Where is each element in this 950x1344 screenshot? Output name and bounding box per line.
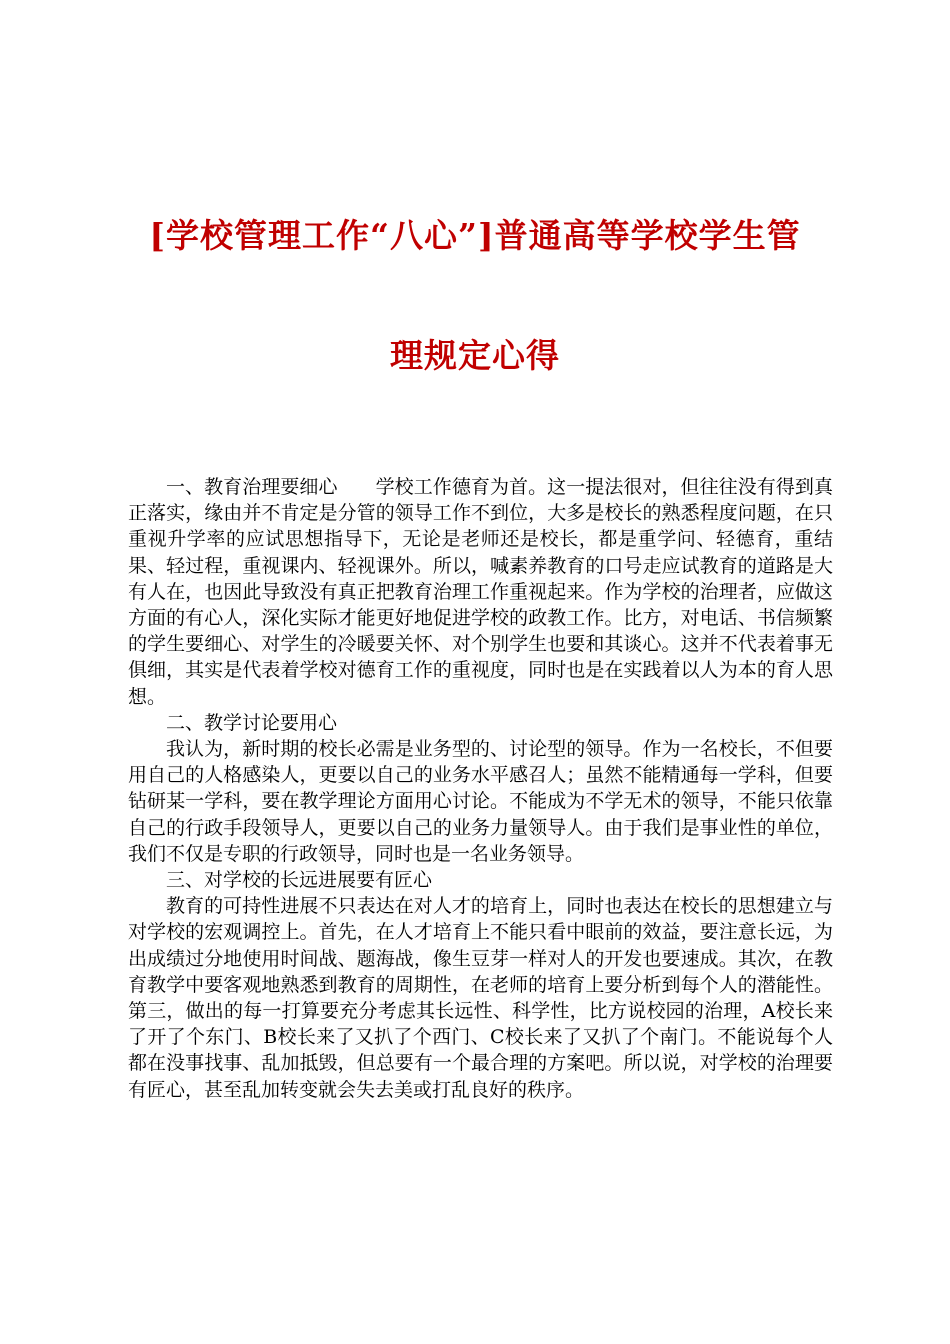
paragraph-1-text: 学校工作德育为首。这一提法很对，但往往没有得到真正落实，缘由并不肯定是分管的领导工作不到位，大多是校长的熟悉程度问题，在只重视升学率的应试思想指导下，无论是老师还是校长，都是重学问、轻德育，重结果、轻过程，重视课内、轻视课外。所以，喊素养教育的口号走应试教育的道路是大有人在，也因此导致没有真正把教育治理工作重视起来。作为学校的治理者，应做这方面的有心人，深化实际才能更好地促进学校的政教工作。比方，对电话、书信频繁的学生要细心、对学生的冷暖要关怀、对个别学生也要和其谈心。这并不代表着事无俱细，其实是代表着学校对德育工作的重视度，同时也是在实践着以人为本的育人思想。 bbox=[128, 476, 833, 708]
document-body bbox=[128, 474, 833, 1103]
document-title-line-2: 理规定心得 bbox=[390, 336, 560, 375]
paragraph-3: 教育的可持性进展不只表达在对人才的培育上，同时也表达在校长的思想建立与对学校的宏观调控上。首先，在人才培育上不能只看中眼前的效益，要注意长远，为出成绩过分地使用时间战、题海战，像生豆芽一样对人的开发也要速成。其次，在教育教学中要客观地熟悉到教育的周期性，在老师的培育上要分析到每个人的潜能性。第三，做出的每一打算要充分考虑其长远性、科学性，比方说校园的治理，A校长来了开了个东门、B校长来了又扒了个西门、C校长来了又扒了个南门。不能说每个人都在没事找事、乱加抵毁，但总要有一个最合理的方案吧。所以说，对学校的治理要有匠心，甚至乱加转变就会失去美或打乱良好的秩序。 bbox=[128, 895, 833, 1101]
section-heading-3: 三、对学校的长远进展要有匠心 bbox=[166, 869, 433, 892]
document-title-line-1: [学校管理工作“八心”]普通高等学校学生管 bbox=[149, 216, 801, 255]
paragraph-1 bbox=[128, 474, 833, 710]
section-heading-1: 一、教育治理要细心 bbox=[166, 476, 338, 498]
paragraph-2: 我认为，新时期的校长必需是业务型的、讨论型的领导。作为一名校长，不但要用自己的人格感染人，更要以自己的业务水平感召人；虽然不能精通每一学科，但要钻研某一学科，要在教学理论方面用心讨论。不能成为不学无术的领导，不能只依靠自己的行政手段领导人，更要以自己的业务力量领导人。由于我们是事业性的单位，我们不仅是专职的行政领导，同时也是一名业务领导。 bbox=[128, 738, 833, 865]
section-heading-2: 二、教学讨论要用心 bbox=[166, 711, 338, 734]
